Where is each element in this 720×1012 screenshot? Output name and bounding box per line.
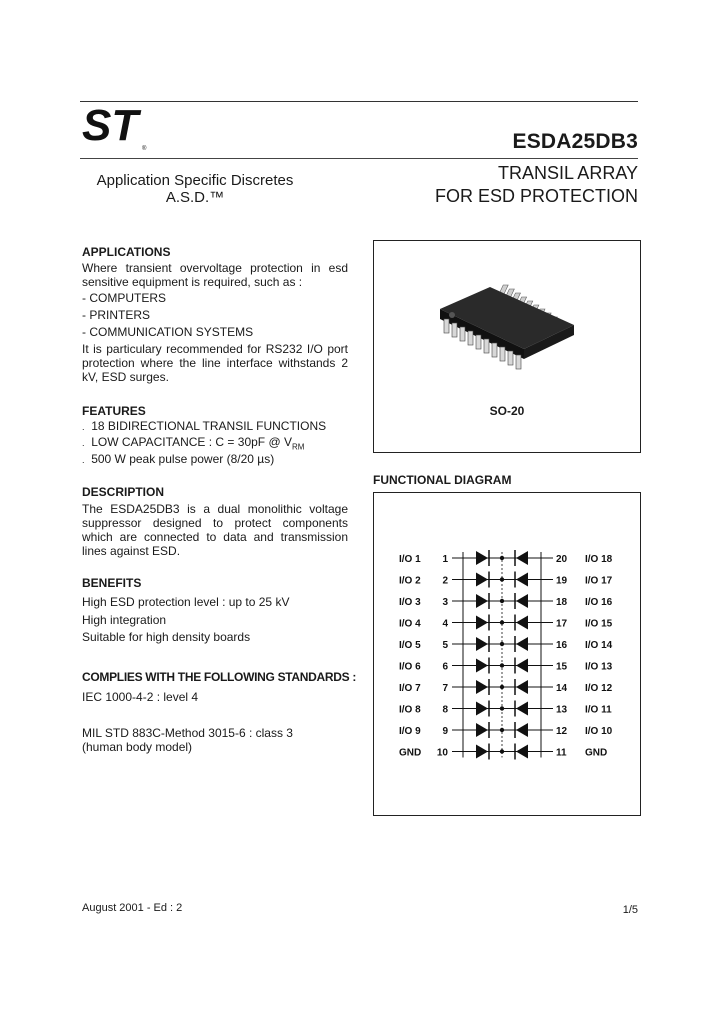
- left-pin-number: 5: [442, 640, 448, 651]
- right-pin-number: 20: [556, 554, 568, 565]
- diode-triangle: [476, 745, 488, 759]
- feature-item: . 18 BIDIRECTIONAL TRANSIL FUNCTIONS: [82, 419, 327, 433]
- application-item: - COMPUTERS: [82, 291, 166, 305]
- category-line-1: Application Specific Discretes: [96, 172, 294, 189]
- product-category: [84, 172, 306, 206]
- benefit-item: High ESD protection level : up to 25 kV: [82, 595, 290, 609]
- left-pin-number: 2: [442, 575, 448, 587]
- diode-triangle: [516, 637, 528, 651]
- standards-heading: COMPLIES WITH THE FOLLOWING STANDARDS :: [82, 670, 357, 684]
- functional-diagram-heading: FUNCTIONAL DIAGRAM: [373, 473, 512, 487]
- standard-iec: IEC 1000-4-2 : level 4: [82, 690, 199, 704]
- package-box: [373, 240, 641, 453]
- left-pin-number: 10: [436, 747, 448, 759]
- feature-item: . 500 W peak pulse power (8/20 µs): [82, 452, 275, 466]
- left-io-label: GND: [399, 747, 422, 759]
- right-pin-number: 14: [556, 683, 568, 694]
- left-io-label: I/O 2: [399, 575, 421, 587]
- description-heading: DESCRIPTION: [82, 485, 165, 499]
- right-io-label: I/O 16: [585, 597, 613, 608]
- right-io-label: I/O 18: [585, 554, 613, 565]
- right-io-label: GND: [585, 747, 608, 759]
- right-pin-number: 17: [556, 618, 568, 630]
- diode-triangle: [476, 594, 488, 608]
- left-pin-number: 1: [442, 554, 448, 565]
- diode-triangle: [516, 680, 528, 694]
- st-logo-text: ST: [82, 104, 139, 150]
- diode-triangle: [476, 637, 488, 651]
- diode-triangle: [516, 616, 528, 630]
- feature-item: . LOW CAPACITANCE : C = 30pF @ $V_{RM}$: [82, 435, 305, 452]
- diode-triangle: [476, 723, 488, 737]
- left-pin-number: 3: [442, 597, 448, 608]
- diode-triangle: [516, 551, 528, 565]
- diode-triangle: [516, 659, 528, 673]
- diode-triangle: [516, 573, 528, 587]
- diode-triangle: [516, 702, 528, 716]
- right-io-label: I/O 13: [585, 661, 613, 673]
- diode-triangle: [516, 723, 528, 737]
- application-item: - PRINTERS: [82, 308, 151, 322]
- footer-date: August 2001 - Ed : 2: [82, 902, 183, 914]
- diode-triangle: [476, 616, 488, 630]
- st-logo: [80, 104, 152, 154]
- applications-heading: APPLICATIONS: [82, 245, 171, 259]
- package-label: SO-20: [489, 404, 525, 418]
- footer-page: 1/5: [622, 904, 638, 916]
- benefit-item: High integration: [82, 613, 167, 627]
- so20-package-image: [430, 279, 580, 389]
- left-io-label: I/O 9: [399, 726, 421, 737]
- category-line-2: A.S.D.™: [165, 189, 225, 206]
- product-title-line-2: FOR ESD PROTECTION: [434, 186, 638, 206]
- left-io-label: I/O 1: [399, 554, 421, 565]
- right-io-label: I/O 10: [585, 726, 613, 737]
- right-io-label: I/O 11: [585, 704, 612, 716]
- right-pin-number: 18: [556, 597, 568, 608]
- functional-diagram: [396, 546, 626, 766]
- left-pin-number: 8: [442, 704, 448, 716]
- left-pin-number: 4: [442, 618, 448, 630]
- left-io-label: I/O 8: [399, 704, 421, 716]
- standard-mil: MIL STD 883C-Method 3015-6 : class 3: [82, 726, 293, 740]
- header-divider: [80, 158, 638, 159]
- diode-triangle: [476, 702, 488, 716]
- right-pin-number: 13: [556, 704, 568, 716]
- left-io-label: I/O 6: [399, 661, 421, 673]
- svg-text:®: ®: [142, 146, 147, 152]
- benefits-heading: BENEFITS: [82, 576, 142, 590]
- left-pin-number: 7: [442, 683, 448, 694]
- applications-intro: Where transient overvoltage protection in esd sensitive equipment is required, such as :: [82, 261, 348, 289]
- left-pin-number: 6: [442, 661, 448, 673]
- right-pin-number: 15: [556, 661, 568, 673]
- part-number: ESDA25DB3: [512, 130, 638, 153]
- right-pin-number: 11: [556, 747, 567, 759]
- header-rule: [80, 101, 638, 102]
- product-title-line-1: TRANSIL ARRAY: [497, 163, 638, 183]
- diode-triangle: [516, 594, 528, 608]
- diode-triangle: [476, 680, 488, 694]
- product-title: [435, 162, 638, 208]
- application-item: - COMMUNICATION SYSTEMS: [82, 325, 254, 339]
- description-text: The ESDA25DB3 is a dual monolithic voltage suppressor designed to protect components which are connected to data and transmission lines against ESD.: [82, 502, 348, 558]
- diode-triangle: [516, 745, 528, 759]
- right-io-label: I/O 17: [585, 575, 613, 587]
- left-io-label: I/O 3: [399, 597, 421, 608]
- features-heading: FEATURES: [82, 404, 146, 418]
- right-io-label: I/O 15: [585, 618, 613, 630]
- right-pin-number: 12: [556, 726, 568, 737]
- right-io-label: I/O 12: [585, 683, 613, 694]
- right-io-label: I/O 14: [585, 640, 613, 651]
- left-io-label: I/O 5: [399, 640, 421, 651]
- benefit-item: Suitable for high density boards: [82, 630, 251, 644]
- standard-mil-note: (human body model): [82, 740, 193, 754]
- right-pin-number: 19: [556, 575, 568, 587]
- left-io-label: I/O 4: [399, 618, 421, 630]
- left-io-label: I/O 7: [399, 683, 421, 694]
- right-pin-number: 16: [556, 640, 568, 651]
- diode-triangle: [476, 659, 488, 673]
- left-pin-number: 9: [442, 726, 448, 737]
- applications-note: It is particulary recommended for RS232 I/O port protection where the line interface withstands 2 kV, ESD surges.: [82, 342, 348, 384]
- diode-triangle: [476, 573, 488, 587]
- diode-triangle: [476, 551, 488, 565]
